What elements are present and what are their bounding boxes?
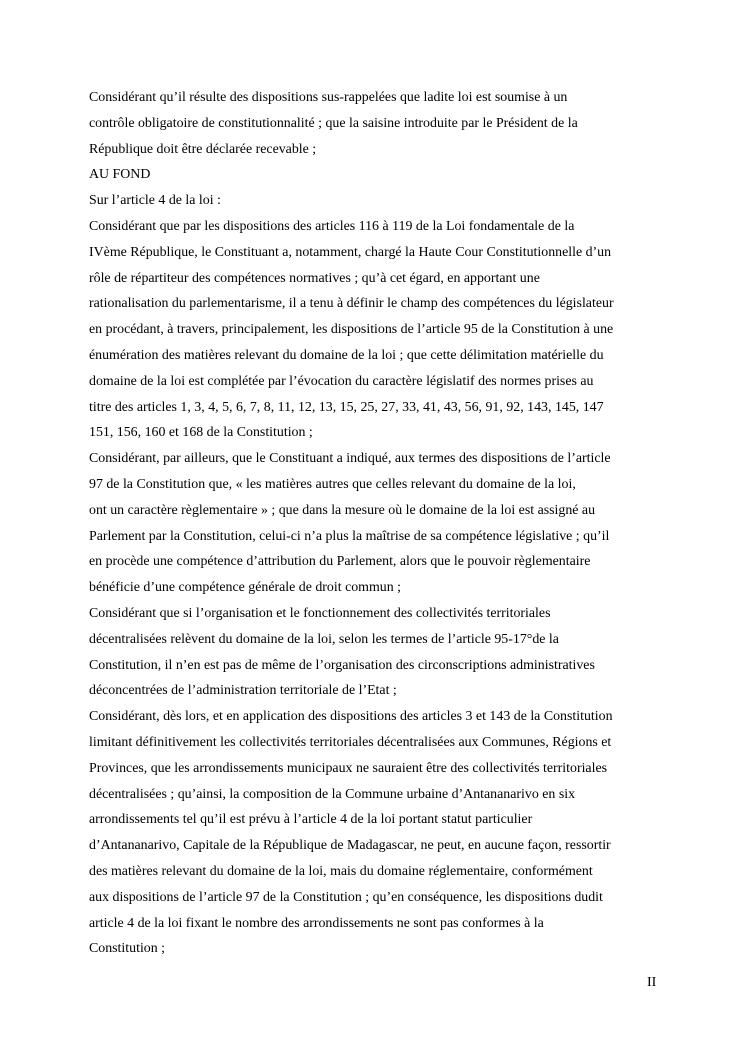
text-line: bénéficie d’une compétence générale de droit commun ; [89, 580, 402, 596]
text-line: ont un caractère règlementaire » ; que dans la mesure où le domaine de la loi est assigné au [89, 502, 596, 518]
text-line: Considérant que si l’organisation et le fonctionnement des collectivités territoriales [89, 605, 551, 621]
text-line: article 4 de la loi fixant le nombre des arrondissements ne sont pas conformes à la [89, 915, 544, 931]
text-line: IVème République, le Constituant a, notamment, chargé la Haute Cour Constitutionnelle d’un [89, 244, 612, 260]
text-line: Constitution, il n’en est pas de même de l’organisation des circonscriptions administratives [89, 657, 595, 673]
text-line: Considérant, par ailleurs, que le Constituant a indiqué, aux termes des dispositions de l’article [89, 451, 611, 467]
text-line: Considérant, dès lors, et en application des dispositions des articles 3 et 143 de la Constitution [89, 709, 613, 725]
text-line: République doit être déclarée recevable ; [89, 141, 317, 157]
text-line: Constitution ; [89, 941, 166, 957]
text-line: 151, 156, 160 et 168 de la Constitution ; [89, 425, 313, 441]
subsection-heading: Sur l’article 4 de la loi : [89, 193, 221, 209]
text-line: rôle de répartiteur des compétences normatives ; qu’à cet égard, en apportant une [89, 270, 540, 286]
text-line: énumération des matières relevant du domaine de la loi ; que cette délimitation matérielle du [89, 347, 604, 363]
text-line: Provinces, que les arrondissements municipaux ne sauraient être des collectivités territoriales [89, 760, 608, 776]
text-line: contrôle obligatoire de constitutionnalité ; que la saisine introduite par le Président de la [89, 115, 578, 131]
text-line: rationalisation du parlementarisme, il a tenu à définir le champ des compétences du législateur [89, 296, 614, 312]
text-line: en procédant, à travers, principalement, les dispositions de l’article 95 de la Constitution à une [89, 322, 614, 338]
page-number: II [647, 975, 657, 990]
text-line: Considérant que par les dispositions des articles 116 à 119 de la Loi fondamentale de la [89, 218, 575, 234]
text-line: d’Antananarivo, Capitale de la République de Madagascar, ne peut, en aucune façon, ressortir [89, 838, 611, 854]
text-line: décentralisées relèvent du domaine de la loi, selon les termes de l’article 95-17°de la [89, 631, 559, 647]
text-line: 97 de la Constitution que, « les matières autres que celles relevant du domaine de la loi, [89, 476, 576, 492]
text-line: titre des articles 1, 3, 4, 5, 6, 7, 8, 11, 12, 13, 15, 25, 27, 33, 41, 43, 56, 91, 92, 143, 145, 147 [89, 399, 604, 415]
text-line: décentralisées ; qu’ainsi, la composition de la Commune urbaine d’Antananarivo en six [89, 786, 576, 802]
text-line: aux dispositions de l’article 97 de la Constitution ; qu’en conséquence, les dispositions dudit [89, 889, 603, 905]
section-heading: AU FOND [89, 167, 151, 183]
body-text [89, 85, 664, 962]
text-line: Parlement par la Constitution, celui-ci n’a plus la maîtrise de sa compétence législative ; qu’il [89, 528, 610, 544]
text-line: limitant définitivement les collectivités territoriales décentralisées aux Communes, Régions et [89, 734, 612, 750]
text-line: déconcentrées de l’administration territoriale de l’Etat ; [89, 683, 397, 699]
text-line: en procède une compétence d’attribution du Parlement, alors que le pouvoir règlementaire [89, 554, 591, 570]
text-line: des matières relevant du domaine de la loi, mais du domaine réglementaire, conformément [89, 863, 593, 879]
text-line: Considérant qu’il résulte des dispositions sus-rappelées que ladite loi est soumise à un [89, 90, 568, 105]
text-line: arrondissements tel qu’il est prévu à l’article 4 de la loi portant statut particulier [89, 812, 533, 828]
text-line: domaine de la loi est complétée par l’évocation du caractère législatif des normes prises au [89, 373, 594, 389]
